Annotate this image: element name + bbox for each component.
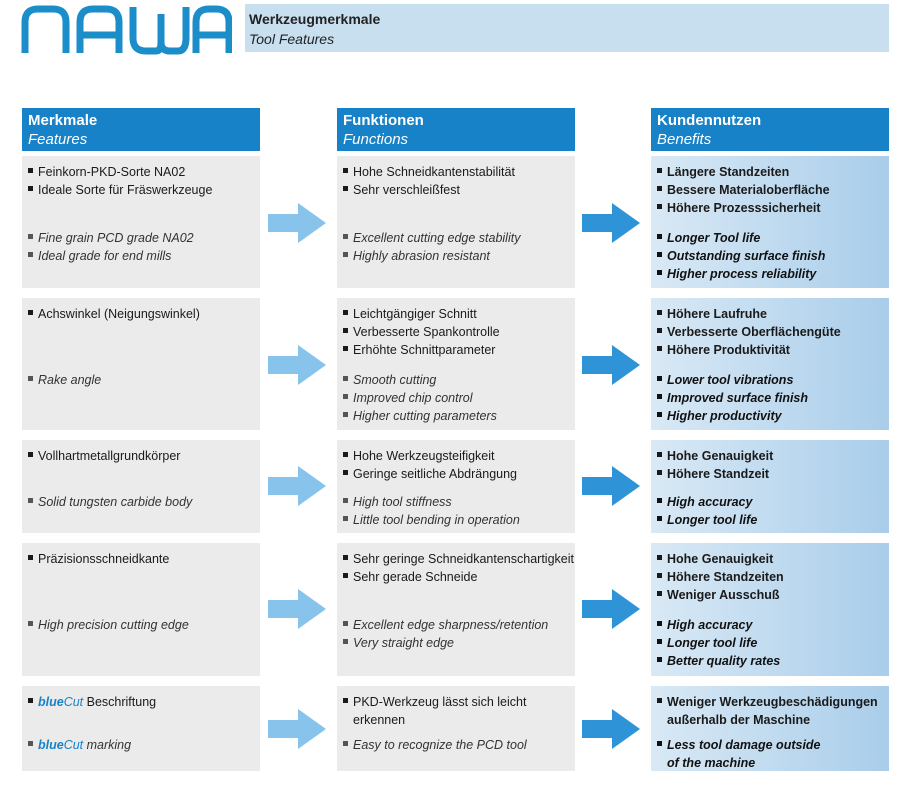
list-item: Smooth cutting [343, 371, 571, 389]
arrow-right-icon [268, 709, 326, 749]
list-item: Little tool bending in operation [343, 511, 571, 529]
column-header-functions [337, 108, 575, 151]
list-item: PKD-Werkzeug lässt sich leicht erkennen [343, 693, 571, 729]
column-header-de: Kundennutzen [657, 112, 762, 129]
list-item: Geringe seitliche Abdrängung [343, 465, 571, 483]
list-item: Excellent edge sharpness/retention [343, 616, 571, 634]
list-item: Hohe Genauigkeit [657, 447, 885, 465]
functions-cell-row1 [337, 156, 575, 288]
list-item: Längere Standzeiten [657, 163, 885, 181]
list-item: Weniger Ausschuß [657, 586, 885, 604]
list-item: Höhere Laufruhe [657, 305, 885, 323]
list-item: Longer tool life [657, 511, 885, 529]
arrow-right-icon [268, 345, 326, 385]
list-item: Excellent cutting edge stability [343, 229, 571, 247]
list-item: Highly abrasion resistant [343, 247, 571, 265]
column-header-en: Benefits [657, 131, 712, 148]
functions-cell-row4 [337, 543, 575, 676]
features-cell-row3 [22, 440, 260, 533]
features-cell-row1 [22, 156, 260, 288]
list-item: High accuracy [657, 493, 885, 511]
arrow-right-icon [268, 203, 326, 243]
benefits-cell-row3 [651, 440, 889, 533]
benefits-cell-row2 [651, 298, 889, 430]
list-item: Verbesserte Oberflächengüte [657, 323, 885, 341]
functions-cell-row3 [337, 440, 575, 533]
column-header-de: Merkmale [28, 112, 98, 129]
column-header-de: Funktionen [343, 112, 424, 129]
functions-cell-row2 [337, 298, 575, 430]
list-item: Higher cutting parameters [343, 407, 571, 425]
list-item: Very straight edge [343, 634, 571, 652]
list-item: blueCut marking [28, 736, 256, 754]
list-item: Vollhartmetallgrundkörper [28, 447, 256, 465]
list-item: Fine grain PCD grade NA02 [28, 229, 256, 247]
page-subtitle: Tool Features [249, 31, 335, 47]
benefits-cell-row4 [651, 543, 889, 676]
list-item: Easy to recognize the PCD tool [343, 736, 571, 754]
arrow-right-icon [582, 466, 640, 506]
features-cell-row2 [22, 298, 260, 430]
list-item: Bessere Materialoberfläche [657, 181, 885, 199]
arrow-right-icon [582, 589, 640, 629]
list-item: High precision cutting edge [28, 616, 256, 634]
list-item: Sehr verschleißfest [343, 181, 571, 199]
list-item: Improved chip control [343, 389, 571, 407]
arrow-right-icon [582, 709, 640, 749]
list-item: Better quality rates [657, 652, 885, 670]
arrow-right-icon [268, 466, 326, 506]
list-item: Improved surface finish [657, 389, 885, 407]
list-item: Lower tool vibrations [657, 371, 885, 389]
list-item: Höhere Produktivität [657, 341, 885, 359]
column-header-en: Features [28, 131, 88, 148]
column-header-features [22, 108, 260, 151]
column-header-benefits [651, 108, 889, 151]
list-item: blueCut Beschriftung [28, 693, 256, 711]
features-cell-row5 [22, 686, 260, 771]
list-item: Erhöhte Schnittparameter [343, 341, 571, 359]
list-item: High accuracy [657, 616, 885, 634]
list-item: Less tool damage outside of the machine [657, 736, 885, 772]
list-item: Longer Tool life [657, 229, 885, 247]
list-item: Hohe Werkzeugsteifigkeit [343, 447, 571, 465]
column-header-en: Functions [343, 131, 409, 148]
list-item: Weniger Werkzeugbeschädigungen außerhalb der Maschine [657, 693, 885, 729]
list-item: Präzisionsschneidkante [28, 550, 256, 568]
benefits-cell-row1 [651, 156, 889, 288]
list-item: Outstanding surface finish [657, 247, 885, 265]
list-item: Sehr gerade Schneide [343, 568, 571, 586]
list-item: Feinkorn-PKD-Sorte NA02 [28, 163, 256, 181]
list-item: Solid tungsten carbide body [28, 493, 256, 511]
list-item: Ideal grade for end mills [28, 247, 256, 265]
list-item: Höhere Prozesssicherheit [657, 199, 885, 217]
list-item: Ideale Sorte für Fräswerkzeuge [28, 181, 256, 199]
list-item: Higher process reliability [657, 265, 885, 283]
list-item: High tool stiffness [343, 493, 571, 511]
list-item: Longer tool life [657, 634, 885, 652]
arrow-right-icon [582, 345, 640, 385]
list-item: Höhere Standzeit [657, 465, 885, 483]
list-item: Achswinkel (Neigungswinkel) [28, 305, 256, 323]
benefits-cell-row5 [651, 686, 889, 771]
list-item: Höhere Standzeiten [657, 568, 885, 586]
list-item: Hohe Schneidkantenstabilität [343, 163, 571, 181]
arrow-right-icon [268, 589, 326, 629]
title-band [245, 4, 889, 52]
list-item: Leichtgängiger Schnitt [343, 305, 571, 323]
list-item: Hohe Genauigkeit [657, 550, 885, 568]
arrow-right-icon [582, 203, 640, 243]
list-item: Verbesserte Spankontrolle [343, 323, 571, 341]
list-item: Rake angle [28, 371, 256, 389]
nawa-logo [20, 4, 232, 56]
page-title: Werkzeugmerkmale [249, 11, 381, 27]
list-item: Higher productivity [657, 407, 885, 425]
functions-cell-row5 [337, 686, 575, 771]
list-item: Sehr geringe Schneidkantenschartigkeit [343, 550, 571, 568]
features-cell-row4 [22, 543, 260, 676]
